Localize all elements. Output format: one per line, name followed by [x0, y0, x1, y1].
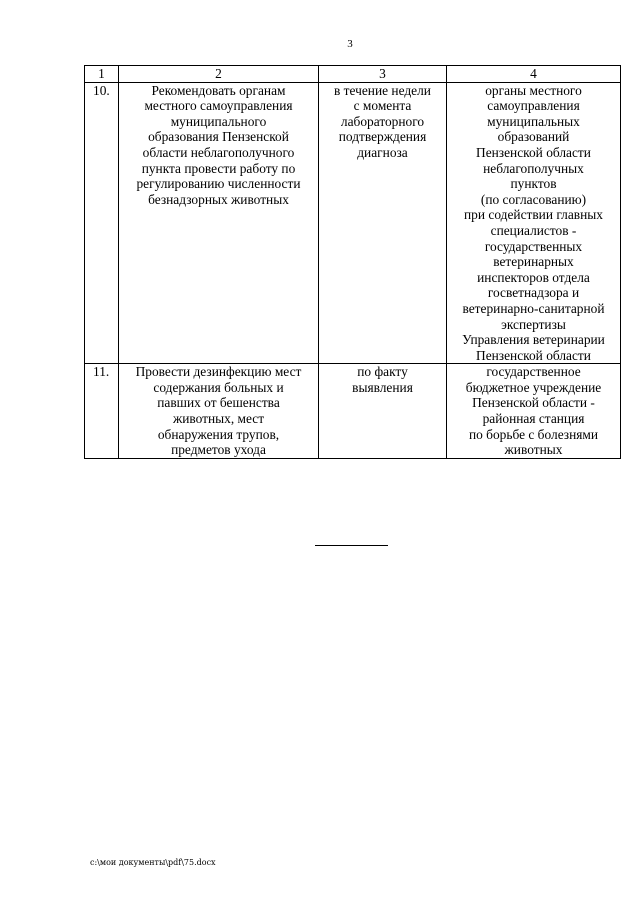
header-cell-3: 3 — [319, 66, 447, 83]
cell-line: выявления — [352, 379, 413, 395]
cell-line: неблагополучных — [483, 160, 584, 176]
cell-line: предметов ухода — [171, 442, 266, 458]
cell-line: (по согласованию) — [480, 191, 587, 207]
table-header-row — [85, 66, 621, 83]
cell-line: ветеринарных — [493, 254, 574, 270]
cell-line: самоуправления — [487, 98, 580, 114]
cell-line: с момента — [353, 98, 412, 114]
footer-file-path: c:\мои документы\pdf\75.docx — [90, 858, 216, 867]
cell-line: муниципального — [170, 113, 267, 129]
term-cell — [319, 364, 447, 459]
page-number: 3 — [347, 38, 353, 50]
cell-line: при содействии главных — [464, 207, 603, 223]
cell-line: по факту — [357, 364, 408, 380]
cell-line: в течение недели — [334, 82, 431, 98]
table-row — [85, 364, 621, 459]
executor-cell — [447, 82, 621, 364]
cell-line: образований — [497, 129, 570, 145]
cell-line: лабораторного — [340, 113, 425, 129]
cell-line: образования Пензенской — [148, 129, 289, 145]
cell-line: диагноза — [357, 144, 408, 160]
action-cell — [119, 364, 319, 459]
cell-line: Пензенской области — [476, 144, 591, 160]
cell-line: по борьбе с болезнями — [468, 426, 599, 442]
cell-line: ветеринарно-санитарной — [462, 300, 605, 316]
measures-table — [84, 65, 621, 459]
row-number: 10. — [85, 82, 119, 364]
cell-line: Пензенской области — [476, 347, 591, 363]
cell-line: органы местного — [485, 82, 582, 98]
header-cell-2: 2 — [119, 66, 319, 83]
term-cell — [319, 82, 447, 364]
cell-line: государственное — [486, 364, 581, 380]
cell-line: регулированию численности — [136, 176, 301, 192]
cell-line: обнаружения трупов, — [157, 426, 280, 442]
header-cell-4: 4 — [447, 66, 621, 83]
cell-line: бюджетное учреждение — [465, 379, 602, 395]
cell-line: безнадзорных животных — [148, 191, 289, 207]
cell-line: местного самоуправления — [144, 98, 293, 114]
cell-line: пункта провести работу по — [141, 160, 296, 176]
cell-line: госветнадзора и — [487, 285, 580, 301]
header-cell-1: 1 — [85, 66, 119, 83]
cell-line: инспекторов отдела — [477, 269, 590, 285]
cell-line: Пензенской области - — [472, 395, 595, 411]
executor-cell — [447, 364, 621, 459]
cell-line: пунктов — [510, 176, 557, 192]
table-row — [85, 82, 621, 364]
cell-line: содержания больных и — [153, 379, 284, 395]
closing-rule — [315, 545, 388, 546]
cell-line: Управления ветеринарии — [462, 332, 605, 348]
cell-line: области неблагополучного — [142, 144, 295, 160]
action-cell — [119, 82, 319, 364]
row-number: 11. — [85, 364, 119, 459]
cell-line: животных, мест — [172, 411, 265, 427]
cell-line: животных — [504, 442, 563, 458]
cell-line: муниципальных — [487, 113, 580, 129]
cell-line: специалистов - — [490, 222, 577, 238]
cell-line: павших от бешенства — [157, 395, 280, 411]
cell-line: районная станция — [482, 411, 585, 427]
cell-line: Рекомендовать органам — [151, 82, 286, 98]
cell-line: подтверждения — [338, 129, 427, 145]
cell-line: экспертизы — [501, 316, 566, 332]
cell-line: государственных — [484, 238, 583, 254]
cell-line: Провести дезинфекцию мест — [135, 364, 302, 380]
